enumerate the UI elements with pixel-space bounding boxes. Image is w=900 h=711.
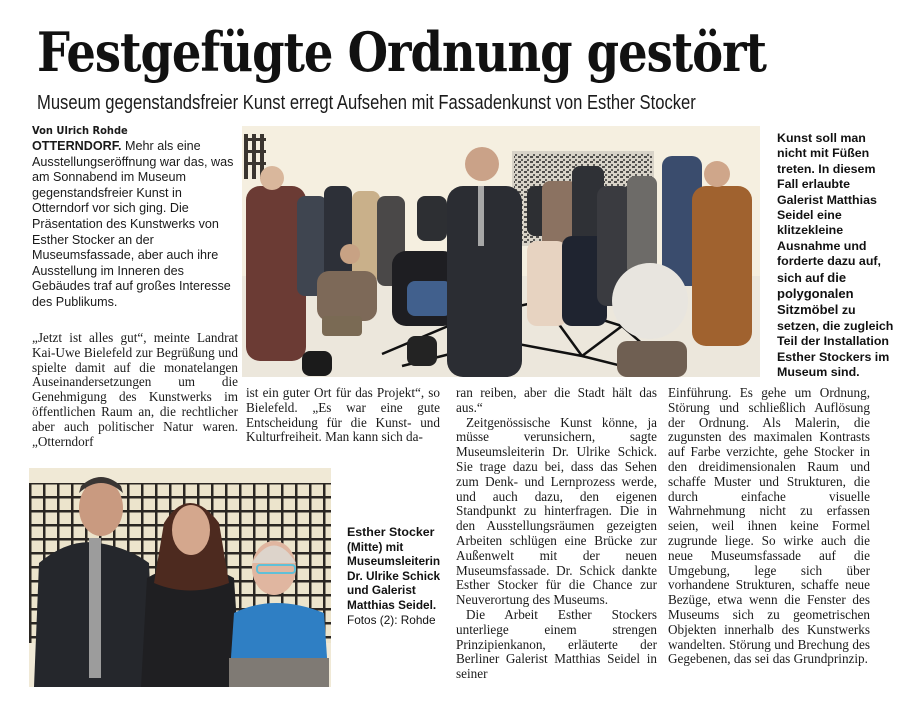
column-1-body	[32, 331, 238, 449]
photo-image	[29, 468, 331, 687]
column-3-body	[456, 386, 657, 682]
caption-text: (Mitte) mit Museumsleiterin Dr. Ulrike Schick und Galerist Matthias Seidel.	[347, 539, 441, 612]
caption-highlight: die polygonalen Sitzmöbel	[777, 269, 854, 318]
column-2-body	[246, 386, 440, 445]
dateline: OTTERNDORF.	[32, 139, 122, 153]
caption-text: zu setzen, die zugleich Teil der Installation Esther Stockers im Museum sind.	[777, 303, 894, 380]
photo-caption-bottom	[347, 525, 447, 627]
caption-name: Esther Stocker	[347, 525, 435, 539]
photo-portrait-three	[29, 468, 331, 687]
headline: Festgefügte Ordnung gestört	[37, 20, 766, 84]
photo-image	[242, 126, 760, 377]
byline: Von Ulrich Rohde	[32, 124, 128, 137]
body-paragraph: „Jetzt ist alles gut“, meinte Landrat Kai-Uwe Bielefeld zur Begrüßung und spielte damit auf die monatelangen Auseinandersetzungen um die Genehmigung des Kunstwerks im öffentlichen Raum an, die rechtlicher aber auch politischer Natur waren. „Otterndorf	[32, 330, 238, 449]
caption-text: Kunst soll man nicht mit Füßen treten. In diesem Fall erlaubte Galerist Matthias Seidel eine klitzekleine Ausnahme und forderte dazu auf, sich auf	[777, 131, 881, 285]
photo-gallery-crowd	[242, 126, 760, 377]
intro-paragraph	[32, 139, 237, 311]
subheadline: Museum gegenstandsfreier Kunst erregt Aufsehen mit Fassadenkunst von Esther Stocker	[37, 92, 696, 114]
body-paragraph: Zeitgenössische Kunst könne, ja müsse verunsichern, sagte Museumsleiterin Dr. Ulrike Schick. Sie trage dazu bei, dass das Sehen zum Denk- und Lernprozess werde, und auch dazu, den eigenen Standpunkt zu hinterfragen. Die in den Ausstellungsräumen gezeigten Arbeiten schlügen eine Brücke zur Außenwelt mit der neuen Museumsfassade. Dr. Schick dankte Esther Stocker für die Chance zur Neuverortung des Museums.	[456, 414, 657, 608]
body-paragraph: Die Arbeit Esther Stockers unterliege einem strengen Prinzipienkanon, erläuterte der Berliner Galerist Matthias Seidel in seiner	[456, 606, 657, 682]
body-paragraph: ist ein guter Ort für das Projekt“, so Bielefeld. „Es war eine gute Entscheidung für die Kunst- und Kulturfreiheit. Man kann sich da-	[246, 385, 440, 445]
intro-text: Mehr als eine Ausstellungseröffnung war das, was am Sonnabend im Museum gegenstandsfreier Kunst in Otterndorf vor sich ging. Die Präsentation des Kunstwerks von Esther Stocker an der Museumsfassade, aber auch ihre Ausstellung im Inneren des Gebäudes traf auf großes Interesse des Publikums.	[32, 139, 234, 309]
photo-caption-top	[777, 131, 897, 381]
body-paragraph: ran reiben, aber die Stadt hält das aus.“	[456, 385, 657, 415]
body-paragraph: Einführung. Es gehe um Ordnung, Störung und schließlich Auflösung der Ordnung. Als Malerin, die zugunsten des maximalen Kontrasts auf Farbe verzichte, gehe Stocker in den dreidimensionalen Raum und schaffe Muster und Strukturen, die durch einfache visuelle Wahrnehmung nicht zu erfassen seien, weil ihnen keine Formel zugrunde liege. So wirke auch die neue Museumsfassade auf die Umgebung, lege sich über vorhandene Strukturen, schaffe neue Bezüge, etwa wenn die Fenster des Museums sich zu geometrischen Objekten innerhalb des Kunstwerks wandelten. Störung und Brechung des Gegebenen, das sei das Grundprinzip.	[668, 385, 870, 667]
column-4-body	[668, 386, 870, 667]
photo-credit: Fotos (2): Rohde	[347, 612, 436, 627]
